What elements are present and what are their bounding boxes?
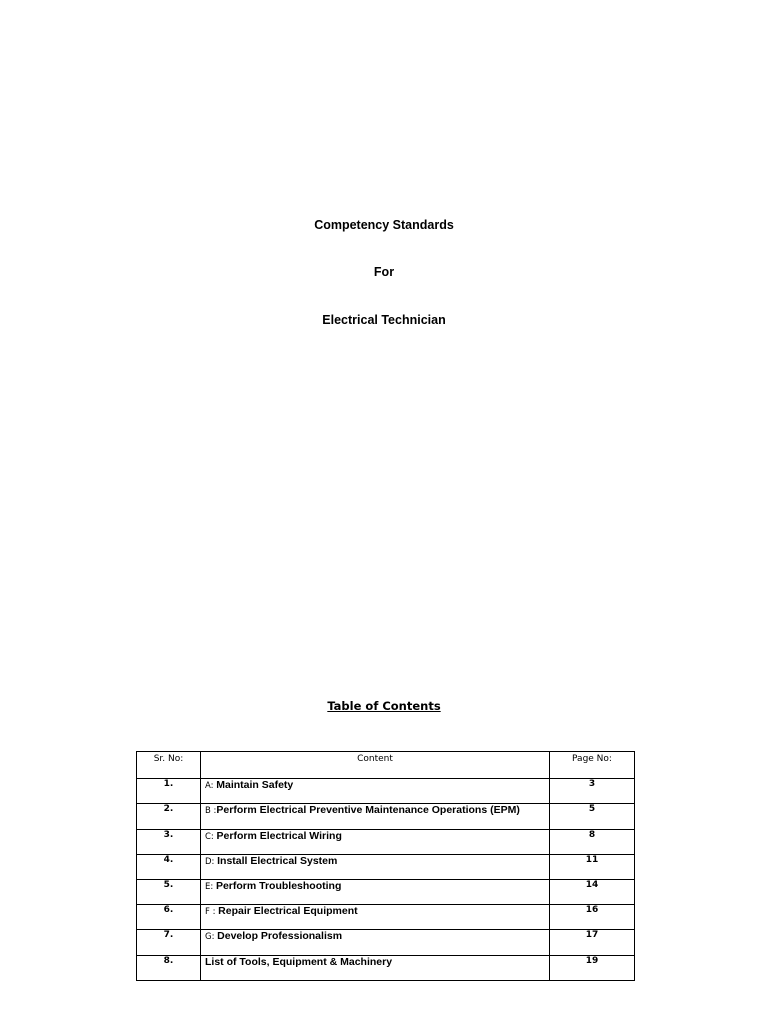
page-no-cell: 11 xyxy=(550,854,635,879)
table-row xyxy=(137,779,635,804)
page-no-cell: 14 xyxy=(550,879,635,904)
sr-no-cell: 2. xyxy=(137,804,201,829)
content-prefix: D: xyxy=(205,856,218,867)
content-header: Content xyxy=(201,752,550,779)
content-text: List of Tools, Equipment & Machinery xyxy=(205,955,393,968)
content-prefix: B : xyxy=(205,806,217,817)
sr-no-header: Sr. No: xyxy=(137,752,201,779)
toc-heading: Table of Contents xyxy=(327,699,441,713)
content-text: Perform Electrical Wiring xyxy=(216,829,342,842)
page-no-header: Page No: xyxy=(550,752,635,779)
content-text: Maintain Safety xyxy=(216,779,294,792)
sr-no-cell: 1. xyxy=(137,779,201,804)
content-text: Install Electrical System xyxy=(217,854,338,867)
content-text: Perform Electrical Preventive Maintenance Operations (EPM) xyxy=(216,804,520,817)
content-cell xyxy=(201,804,550,829)
page-no-cell: 3 xyxy=(550,779,635,804)
sr-no-cell: 4. xyxy=(137,854,201,879)
table-row xyxy=(137,804,635,829)
document-subject: Electrical Technician xyxy=(322,313,446,327)
page-no-cell: 17 xyxy=(550,930,635,955)
content-prefix: A: xyxy=(205,781,217,792)
document-title: Competency Standards xyxy=(314,218,454,232)
content-cell xyxy=(201,955,550,980)
table-row xyxy=(137,955,635,980)
content-text: Perform Troubleshooting xyxy=(215,879,342,892)
page-no-cell: 8 xyxy=(550,829,635,854)
table-row xyxy=(137,930,635,955)
content-cell xyxy=(201,905,550,930)
page-no-cell: 5 xyxy=(550,804,635,829)
sr-no-cell: 5. xyxy=(137,879,201,904)
toc-table xyxy=(136,751,635,981)
content-prefix: E: xyxy=(205,881,216,892)
sr-no-cell: 6. xyxy=(137,905,201,930)
page-no-cell: 16 xyxy=(550,905,635,930)
toc-header-row xyxy=(137,752,635,779)
table-row xyxy=(137,854,635,879)
sr-no-cell: 3. xyxy=(137,829,201,854)
table-row xyxy=(137,905,635,930)
content-prefix: G: xyxy=(205,932,218,943)
table-row xyxy=(137,829,635,854)
sr-no-cell: 8. xyxy=(137,955,201,980)
content-cell xyxy=(201,930,550,955)
content-prefix: F : xyxy=(205,907,219,918)
content-text: Develop Professionalism xyxy=(217,930,343,943)
content-text: Repair Electrical Equipment xyxy=(218,905,358,918)
content-cell xyxy=(201,879,550,904)
page-no-cell: 19 xyxy=(550,955,635,980)
content-prefix: C: xyxy=(205,831,217,842)
content-cell xyxy=(201,854,550,879)
content-cell xyxy=(201,829,550,854)
table-row xyxy=(137,879,635,904)
title-for-line: For xyxy=(373,265,395,279)
sr-no-cell: 7. xyxy=(137,930,201,955)
content-cell xyxy=(201,779,550,804)
